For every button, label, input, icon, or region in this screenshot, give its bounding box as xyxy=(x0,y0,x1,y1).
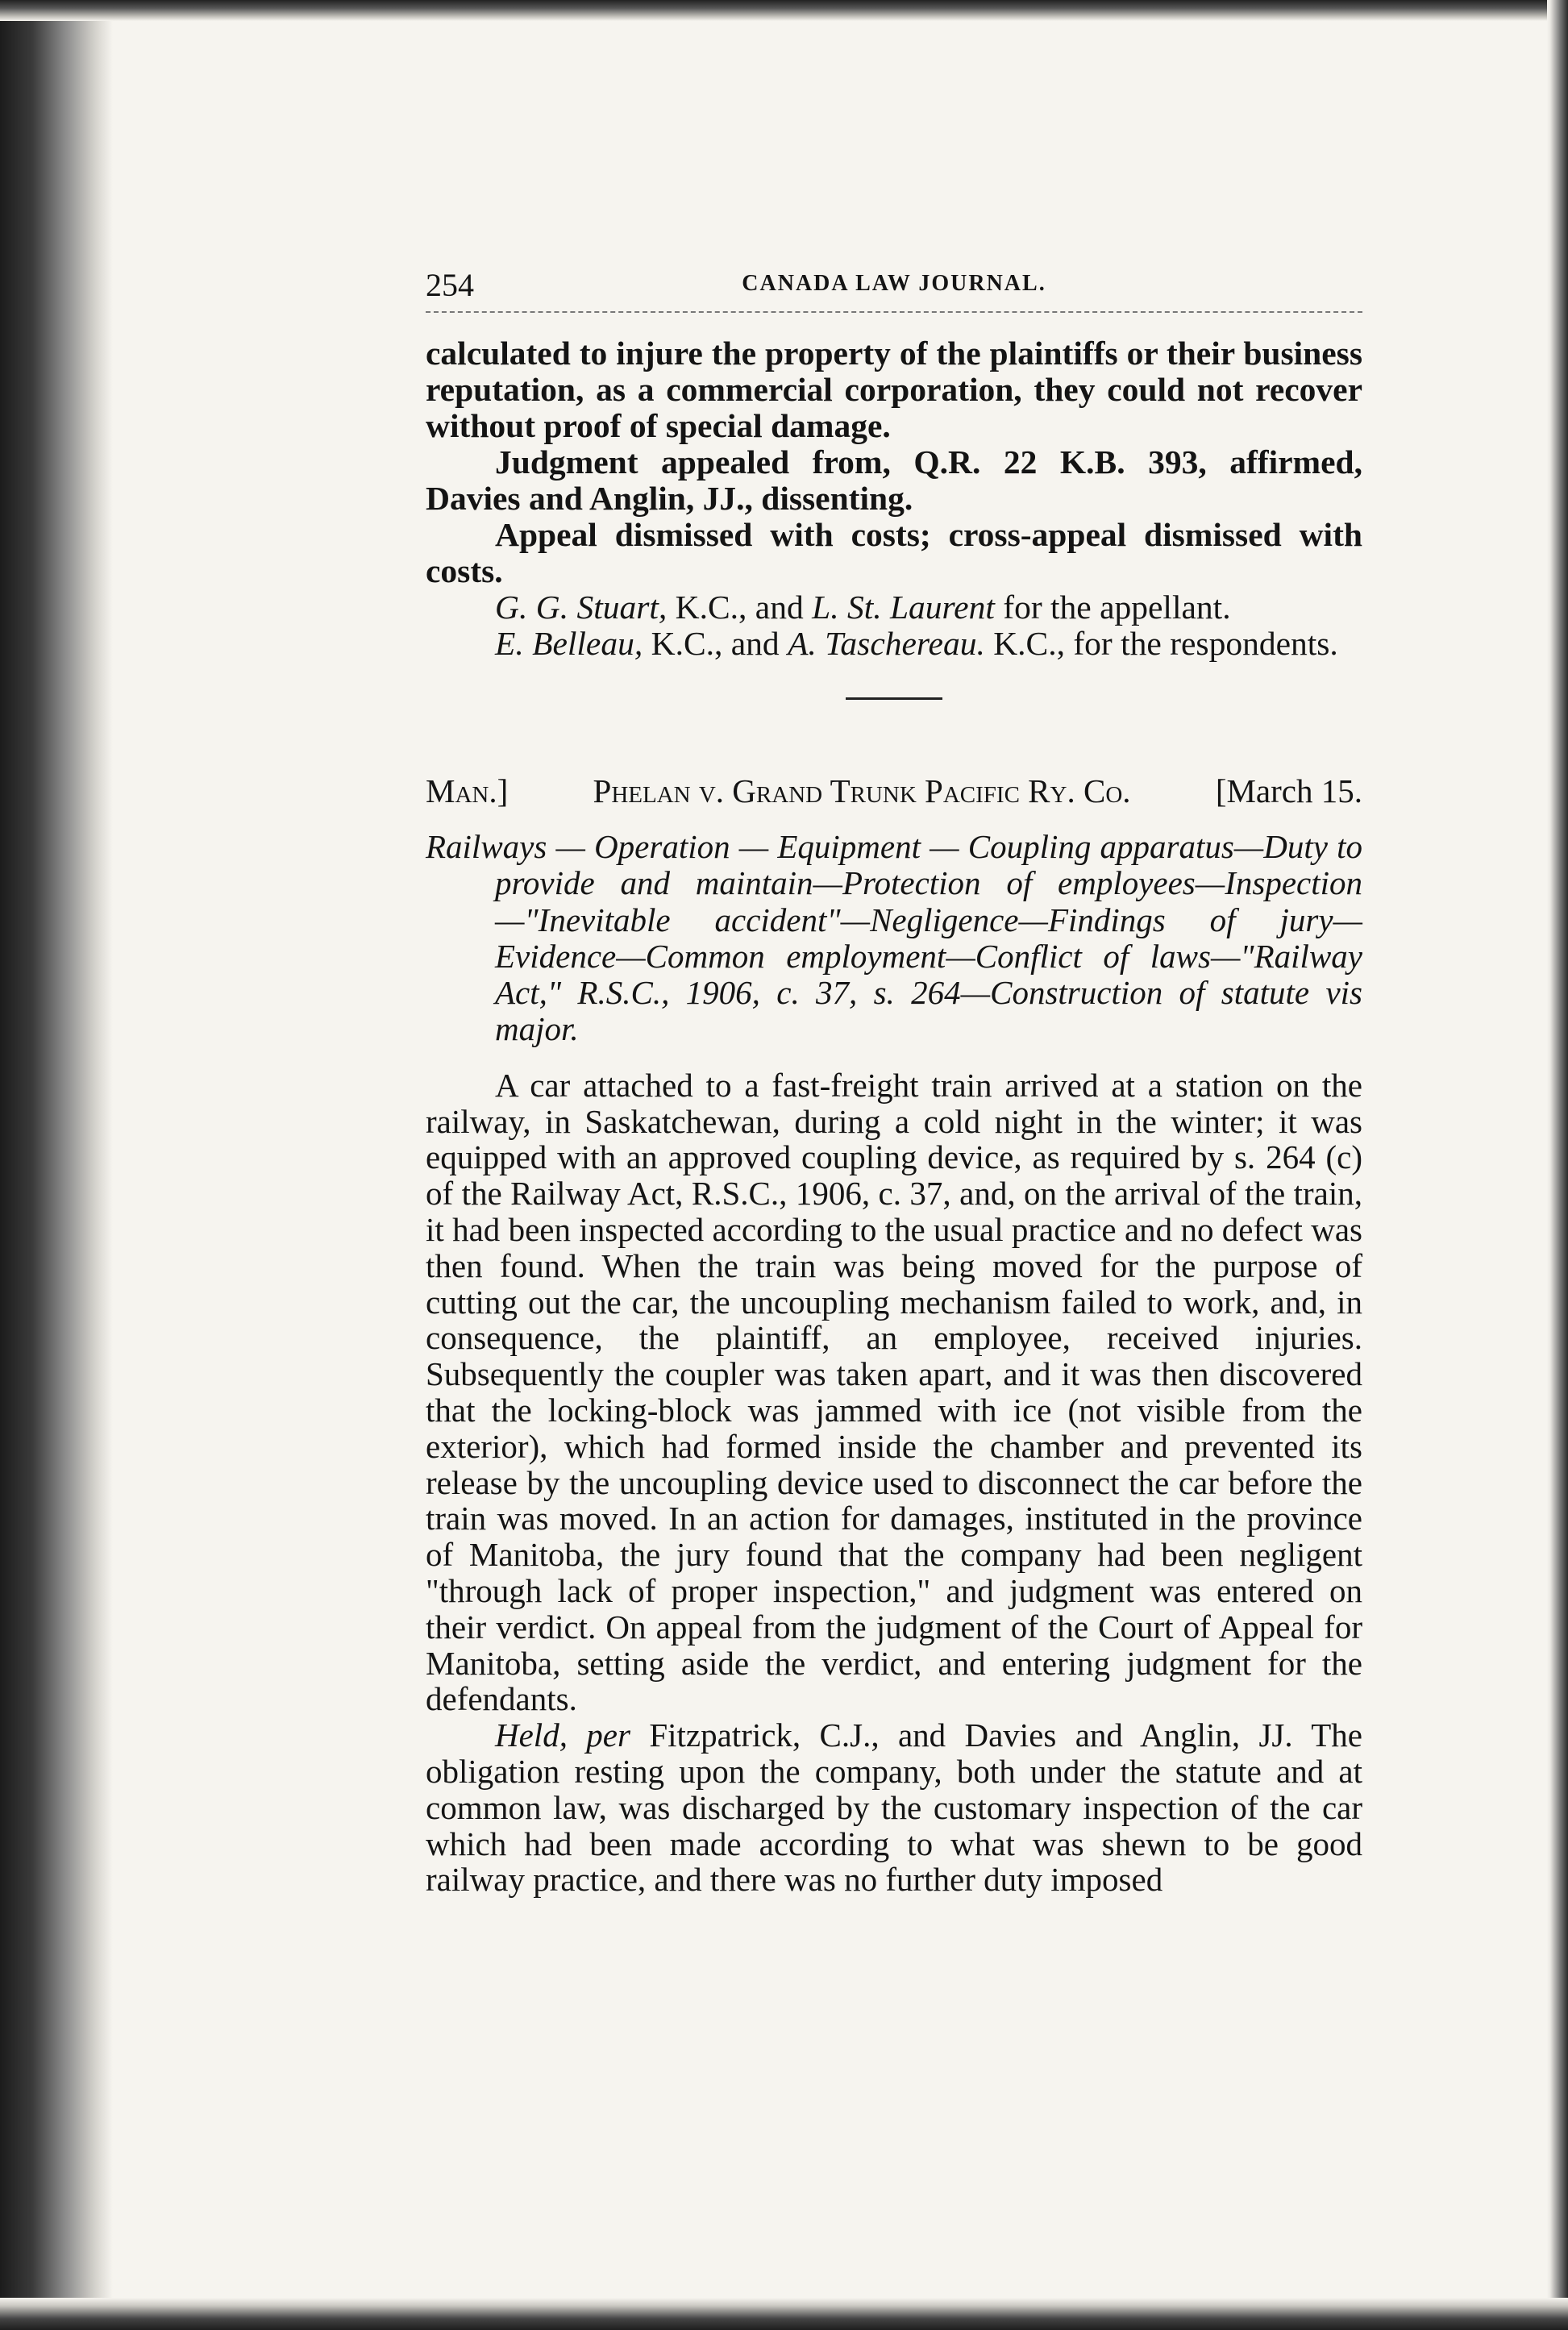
counsel-text: for the appellant. xyxy=(994,589,1231,626)
scan-left-edge xyxy=(0,0,113,2330)
running-head xyxy=(426,266,1362,311)
counsel-text: K.C., and xyxy=(643,625,788,662)
paragraph: Judgment appealed from, Q.R. 22 K.B. 393, affirmed, Davies and Anglin, JJ., dissenting. xyxy=(426,443,1362,517)
counsel-line xyxy=(426,626,1362,662)
counsel-text: K.C., for the respondents. xyxy=(984,625,1338,662)
counsel-block xyxy=(426,589,1362,662)
headnote: Railways — Operation — Equipment — Coupling apparatus—Duty to provide and maintain—Protection of employees—Inspection —"Inevitable accident"—Negligence—Findings of jury—Evidence—Common employment—Conflict of laws—"Railway Act," R.S.C., 1906, c. 37, s. 264—Construction of statute vis major. xyxy=(426,828,1362,1048)
counsel-name: G. G. Stuart, xyxy=(495,589,668,626)
scan-bottom-edge xyxy=(0,2298,1568,2330)
counsel-name: A. Taschereau. xyxy=(788,625,985,662)
counsel-line xyxy=(426,589,1362,626)
held-lead: Held, per xyxy=(495,1716,630,1754)
scan-top-edge xyxy=(0,0,1568,21)
counsel-name: L. St. Laurent xyxy=(812,589,995,626)
case-date: [March 15. xyxy=(1215,772,1362,809)
paragraph xyxy=(426,1717,1362,1898)
held-text: Fitzpatrick, C.J., and Davies and Anglin, JJ. The obligation resting upon the company, both under the statute and at common law, was discharged by the customary inspection of the car which had been made according to what was shewn to be good railway practice, and there was no further duty imposed xyxy=(426,1716,1362,1899)
section-separator xyxy=(846,697,942,700)
header-rule xyxy=(426,311,1362,313)
paragraph: calculated to injure the property of the plaintiffs or their business reputation, as a commercial corporation, they could not recover without proof of special damage. xyxy=(426,335,1362,444)
journal-title: CANADA LAW JOURNAL. xyxy=(742,271,1046,296)
counsel-name: E. Belleau, xyxy=(495,625,643,662)
previous-case-text xyxy=(426,335,1362,589)
court-label: Man.] xyxy=(426,772,509,809)
paragraph: A car attached to a fast-freight train arrived at a station on the railway, in Saskatchewan, during a cold night in the winter; it was equipped with an approved coupling device, as required by s. 264 (c) of the Railway Act, R.S.C., 1906, c. 37, and, on the arrival of the train, it had been inspected according to the usual practice and no defect was then found. When the train was being moved for the purpose of cutting out the car, the uncoupling mechanism failed to work, and, in consequence, the plaintiff, an employee, received injuries. Subsequently the coupler was taken apart, and it was then discovered that the locking-block was jammed with ice (not visible from the exterior), which had formed inside the chamber and prevented its release by the uncoupling device used to disconnect the car before the train was moved. In an action for damages, instituted in the province of Manitoba, the jury found that the company had been negligent "through lack of proper inspection," and judgment was entered on their verdict. On appeal from the judgment of the Court of Appeal for Manitoba, setting aside the verdict, and entering judgment for the defendants. xyxy=(426,1066,1362,1718)
case-body xyxy=(426,1067,1362,1898)
page-content xyxy=(426,266,1362,1898)
case-name: Phelan v. Grand Trunk Pacific Ry. Co. xyxy=(593,772,1131,809)
scan-right-edge xyxy=(1547,0,1568,2330)
paragraph: Appeal dismissed with costs; cross-appeal dismissed with costs. xyxy=(426,516,1362,589)
case-title xyxy=(426,771,1362,811)
page-number: 254 xyxy=(426,267,474,303)
counsel-text: K.C., and xyxy=(667,589,813,626)
